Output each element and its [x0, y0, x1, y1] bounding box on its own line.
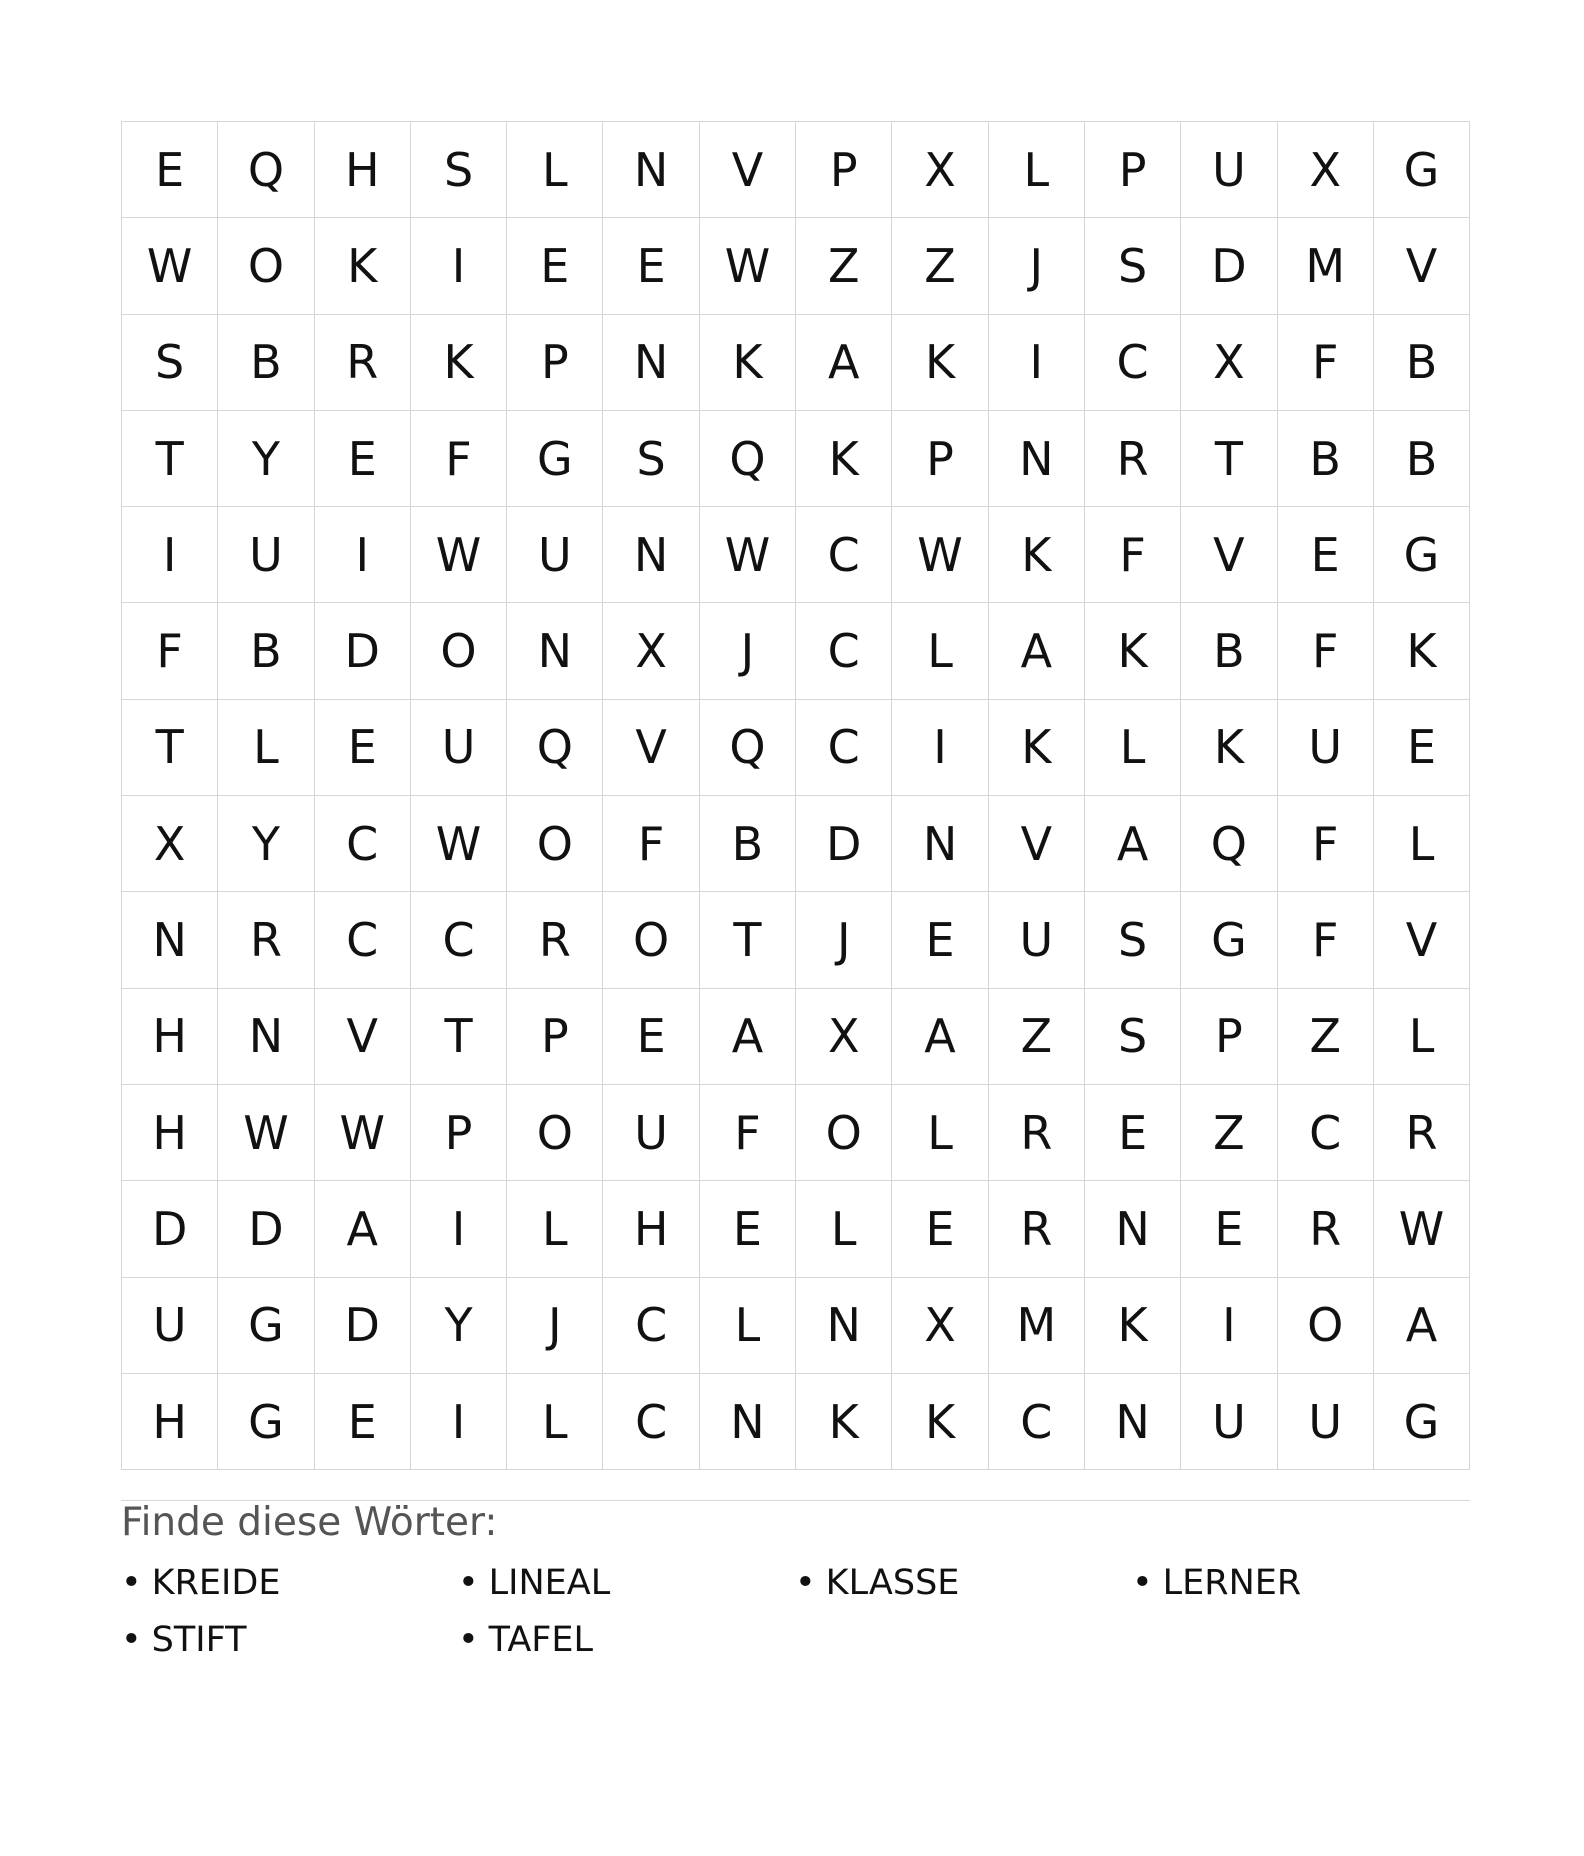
word-label: TAFEL — [488, 1620, 594, 1660]
grid-cell[interactable]: P — [507, 989, 603, 1085]
grid-cell[interactable]: N — [603, 315, 699, 411]
grid-cell[interactable]: I — [989, 315, 1085, 411]
grid-cell[interactable]: H — [122, 989, 218, 1085]
grid-cell[interactable]: B — [1374, 315, 1470, 411]
grid-cell[interactable]: R — [218, 892, 314, 988]
grid-cell[interactable]: Q — [700, 411, 796, 507]
grid-cell[interactable]: R — [315, 315, 411, 411]
grid-cell[interactable]: L — [507, 122, 603, 218]
grid-cell[interactable]: G — [1374, 122, 1470, 218]
grid-cell[interactable]: Q — [218, 122, 314, 218]
grid-cell[interactable]: K — [796, 1374, 892, 1470]
grid-cell[interactable]: J — [796, 892, 892, 988]
grid-cell[interactable]: L — [507, 1374, 603, 1470]
grid-cell[interactable]: N — [700, 1374, 796, 1470]
grid-cell[interactable]: N — [892, 796, 988, 892]
grid-cell[interactable]: B — [1181, 603, 1277, 699]
grid-cell[interactable]: W — [1374, 1181, 1470, 1277]
grid-cell[interactable]: L — [700, 1278, 796, 1374]
grid-cell[interactable]: B — [1278, 411, 1374, 507]
grid-cell[interactable]: M — [1278, 218, 1374, 314]
grid-cell[interactable]: U — [989, 892, 1085, 988]
grid-cell[interactable]: C — [1085, 315, 1181, 411]
grid-cell[interactable]: K — [892, 1374, 988, 1470]
grid-cell[interactable]: L — [218, 700, 314, 796]
grid-cell[interactable]: K — [411, 315, 507, 411]
grid-cell[interactable]: H — [122, 1085, 218, 1181]
grid-cell[interactable]: G — [1374, 507, 1470, 603]
word-label: KREIDE — [151, 1563, 281, 1603]
grid-cell[interactable]: H — [315, 122, 411, 218]
grid-cell[interactable]: X — [603, 603, 699, 699]
grid-cell[interactable]: S — [411, 122, 507, 218]
grid-cell[interactable]: B — [1374, 411, 1470, 507]
grid-cell[interactable]: A — [796, 315, 892, 411]
grid-cell[interactable]: F — [411, 411, 507, 507]
grid-cell[interactable]: D — [218, 1181, 314, 1277]
grid-cell[interactable]: X — [796, 989, 892, 1085]
grid-cell[interactable]: E — [1181, 1181, 1277, 1277]
grid-cell[interactable]: N — [507, 603, 603, 699]
grid-cell[interactable]: A — [1374, 1278, 1470, 1374]
grid-cell[interactable]: N — [603, 507, 699, 603]
grid-cell[interactable]: U — [218, 507, 314, 603]
grid-cell[interactable]: C — [315, 892, 411, 988]
grid-cell[interactable]: E — [603, 989, 699, 1085]
grid-cell[interactable]: S — [122, 315, 218, 411]
grid-cell[interactable]: I — [411, 1374, 507, 1470]
grid-cell[interactable]: U — [1181, 122, 1277, 218]
grid-cell[interactable]: J — [507, 1278, 603, 1374]
grid-cell[interactable]: O — [796, 1085, 892, 1181]
grid-cell[interactable]: O — [603, 892, 699, 988]
grid-cell[interactable]: O — [507, 796, 603, 892]
grid-cell[interactable]: N — [218, 989, 314, 1085]
grid-cell[interactable]: E — [315, 700, 411, 796]
grid-cell[interactable]: R — [989, 1085, 1085, 1181]
grid-cell[interactable]: Q — [507, 700, 603, 796]
grid-cell[interactable]: E — [892, 892, 988, 988]
word-list — [121, 1563, 1470, 1677]
bullet-icon: • — [458, 1620, 479, 1660]
grid-cell[interactable]: N — [122, 892, 218, 988]
grid-cell[interactable]: K — [989, 507, 1085, 603]
grid-cell[interactable]: P — [892, 411, 988, 507]
grid-cell[interactable]: Q — [700, 700, 796, 796]
grid-cell[interactable]: I — [315, 507, 411, 603]
grid-cell[interactable]: I — [892, 700, 988, 796]
grid-cell[interactable]: L — [796, 1181, 892, 1277]
bullet-icon: • — [121, 1563, 142, 1603]
grid-cell[interactable]: Z — [796, 218, 892, 314]
grid-cell[interactable]: E — [315, 411, 411, 507]
word-list-item — [121, 1563, 458, 1620]
grid-cell[interactable]: E — [1278, 507, 1374, 603]
grid-cell[interactable]: A — [892, 989, 988, 1085]
grid-cell[interactable]: K — [1374, 603, 1470, 699]
word-list-title: Finde diese Wörter: — [121, 1500, 498, 1545]
grid-cell[interactable]: C — [796, 603, 892, 699]
grid-cell[interactable]: P — [796, 122, 892, 218]
grid-cell[interactable]: U — [1278, 1374, 1374, 1470]
grid-cell[interactable]: O — [507, 1085, 603, 1181]
grid-cell[interactable]: B — [218, 603, 314, 699]
grid-cell[interactable]: D — [796, 796, 892, 892]
grid-cell[interactable]: Y — [218, 796, 314, 892]
grid-cell[interactable]: X — [892, 122, 988, 218]
grid-cell[interactable]: T — [122, 411, 218, 507]
grid-cell[interactable]: A — [1085, 796, 1181, 892]
grid-cell[interactable]: C — [796, 700, 892, 796]
word-label: LERNER — [1162, 1563, 1302, 1603]
grid-cell[interactable]: A — [315, 1181, 411, 1277]
grid-cell[interactable]: O — [1278, 1278, 1374, 1374]
grid-cell[interactable]: S — [1085, 218, 1181, 314]
grid-cell[interactable]: X — [122, 796, 218, 892]
grid-cell[interactable]: B — [700, 796, 796, 892]
bullet-icon: • — [1132, 1563, 1153, 1603]
grid-cell[interactable]: E — [700, 1181, 796, 1277]
grid-cell[interactable]: C — [411, 892, 507, 988]
grid-cell[interactable]: F — [603, 796, 699, 892]
grid-cell[interactable]: E — [1374, 700, 1470, 796]
grid-cell[interactable]: P — [1085, 122, 1181, 218]
grid-cell[interactable]: G — [1374, 1374, 1470, 1470]
grid-cell[interactable]: C — [603, 1374, 699, 1470]
grid-cell[interactable]: W — [315, 1085, 411, 1181]
grid-cell[interactable]: V — [315, 989, 411, 1085]
grid-cell[interactable]: K — [315, 218, 411, 314]
grid-cell[interactable]: V — [1374, 218, 1470, 314]
grid-cell[interactable]: E — [892, 1181, 988, 1277]
grid-cell[interactable]: W — [411, 507, 507, 603]
grid-cell[interactable]: L — [989, 122, 1085, 218]
word-list-item — [1132, 1563, 1469, 1620]
grid-cell[interactable]: Y — [218, 411, 314, 507]
grid-cell[interactable]: F — [1278, 603, 1374, 699]
grid-cell[interactable]: S — [1085, 989, 1181, 1085]
word-label: KLASSE — [825, 1563, 960, 1603]
grid-cell[interactable]: F — [1085, 507, 1181, 603]
grid-cell[interactable]: V — [989, 796, 1085, 892]
grid-cell[interactable]: X — [1278, 122, 1374, 218]
grid-cell[interactable]: M — [989, 1278, 1085, 1374]
grid-cell[interactable]: U — [1181, 1374, 1277, 1470]
grid-cell[interactable]: R — [507, 892, 603, 988]
grid-cell[interactable]: E — [315, 1374, 411, 1470]
grid-cell[interactable]: P — [411, 1085, 507, 1181]
grid-cell[interactable]: I — [411, 218, 507, 314]
grid-cell[interactable]: K — [892, 315, 988, 411]
grid-cell[interactable]: V — [1374, 892, 1470, 988]
grid-cell[interactable]: W — [892, 507, 988, 603]
word-search-puzzle — [121, 121, 1470, 1470]
grid-cell[interactable]: U — [122, 1278, 218, 1374]
grid-cell[interactable]: E — [603, 218, 699, 314]
grid-cell[interactable]: N — [989, 411, 1085, 507]
grid-cell[interactable]: G — [218, 1278, 314, 1374]
grid-cell[interactable]: D — [315, 1278, 411, 1374]
grid-cell[interactable]: T — [411, 989, 507, 1085]
grid-cell[interactable]: D — [122, 1181, 218, 1277]
grid-cell[interactable]: I — [1181, 1278, 1277, 1374]
grid-cell[interactable]: W — [218, 1085, 314, 1181]
grid-cell[interactable]: K — [1181, 700, 1277, 796]
grid-cell[interactable]: I — [122, 507, 218, 603]
grid-cell[interactable]: E — [122, 122, 218, 218]
grid-cell[interactable]: A — [989, 603, 1085, 699]
grid-cell[interactable]: H — [122, 1374, 218, 1470]
grid-cell[interactable]: A — [700, 989, 796, 1085]
grid-cell[interactable]: K — [1085, 1278, 1181, 1374]
grid-cell[interactable]: P — [507, 315, 603, 411]
grid-cell[interactable]: B — [218, 315, 314, 411]
word-list-item — [458, 1620, 795, 1677]
grid-cell[interactable]: T — [122, 700, 218, 796]
grid-cell[interactable]: W — [700, 507, 796, 603]
grid-cell[interactable]: R — [1085, 411, 1181, 507]
grid-cell[interactable]: U — [603, 1085, 699, 1181]
grid-cell[interactable]: S — [1085, 892, 1181, 988]
grid-cell[interactable]: F — [1278, 796, 1374, 892]
grid-cell[interactable]: W — [411, 796, 507, 892]
grid-cell[interactable]: T — [1181, 411, 1277, 507]
grid-cell[interactable]: W — [700, 218, 796, 314]
grid-cell[interactable]: V — [603, 700, 699, 796]
grid-cell[interactable]: K — [796, 411, 892, 507]
grid-cell[interactable]: Y — [411, 1278, 507, 1374]
grid-cell[interactable]: K — [989, 700, 1085, 796]
grid-cell[interactable]: Z — [989, 989, 1085, 1085]
grid-cell[interactable]: N — [1085, 1374, 1181, 1470]
word-list-item — [121, 1620, 458, 1677]
grid-cell[interactable]: G — [1181, 892, 1277, 988]
grid-cell[interactable]: N — [1085, 1181, 1181, 1277]
grid-cell[interactable]: O — [411, 603, 507, 699]
grid-cell[interactable]: C — [603, 1278, 699, 1374]
grid-cell[interactable]: E — [1085, 1085, 1181, 1181]
grid-cell[interactable]: X — [1181, 315, 1277, 411]
grid-cell[interactable]: V — [700, 122, 796, 218]
bullet-icon: • — [795, 1563, 816, 1603]
grid-cell[interactable]: U — [411, 700, 507, 796]
grid-cell[interactable]: G — [218, 1374, 314, 1470]
grid-cell[interactable]: L — [892, 1085, 988, 1181]
grid-cell[interactable]: J — [700, 603, 796, 699]
grid-cell[interactable]: X — [892, 1278, 988, 1374]
grid-cell[interactable]: Q — [1181, 796, 1277, 892]
grid-cell[interactable]: C — [989, 1374, 1085, 1470]
grid-cell[interactable]: S — [603, 411, 699, 507]
grid-cell[interactable]: R — [1374, 1085, 1470, 1181]
grid-cell[interactable]: H — [603, 1181, 699, 1277]
grid-cell[interactable]: V — [1181, 507, 1277, 603]
word-label: STIFT — [151, 1620, 247, 1660]
grid-cell[interactable]: Z — [1181, 1085, 1277, 1181]
grid-cell[interactable]: L — [1374, 796, 1470, 892]
grid-cell[interactable]: F — [700, 1085, 796, 1181]
grid-cell[interactable]: C — [315, 796, 411, 892]
grid-cell[interactable]: L — [1374, 989, 1470, 1085]
grid-cell[interactable]: W — [122, 218, 218, 314]
word-list-item — [795, 1563, 1132, 1620]
grid-cell[interactable]: L — [892, 603, 988, 699]
grid-cell[interactable]: C — [796, 507, 892, 603]
grid-cell[interactable]: R — [989, 1181, 1085, 1277]
bullet-icon: • — [121, 1620, 142, 1660]
word-label: LINEAL — [488, 1563, 611, 1603]
letter-grid — [121, 121, 1470, 1470]
grid-cell[interactable]: U — [1278, 700, 1374, 796]
grid-cell[interactable]: L — [1085, 700, 1181, 796]
grid-cell[interactable]: Z — [892, 218, 988, 314]
grid-cell[interactable]: P — [1181, 989, 1277, 1085]
grid-cell[interactable]: L — [507, 1181, 603, 1277]
grid-cell[interactable]: O — [218, 218, 314, 314]
grid-cell[interactable]: G — [507, 411, 603, 507]
grid-cell[interactable]: E — [507, 218, 603, 314]
grid-cell[interactable]: C — [1278, 1085, 1374, 1181]
grid-cell[interactable]: I — [411, 1181, 507, 1277]
grid-cell[interactable]: Z — [1278, 989, 1374, 1085]
grid-cell[interactable]: J — [989, 218, 1085, 314]
word-list-item — [458, 1563, 795, 1620]
bullet-icon: • — [458, 1563, 479, 1603]
grid-cell[interactable]: F — [1278, 892, 1374, 988]
grid-cell[interactable]: D — [315, 603, 411, 699]
grid-cell[interactable]: U — [507, 507, 603, 603]
grid-cell[interactable]: K — [1085, 603, 1181, 699]
grid-cell[interactable]: T — [700, 892, 796, 988]
grid-cell[interactable]: N — [796, 1278, 892, 1374]
grid-cell[interactable]: R — [1278, 1181, 1374, 1277]
grid-cell[interactable]: K — [700, 315, 796, 411]
grid-cell[interactable]: F — [122, 603, 218, 699]
grid-cell[interactable]: D — [1181, 218, 1277, 314]
grid-cell[interactable]: F — [1278, 315, 1374, 411]
grid-cell[interactable]: N — [603, 122, 699, 218]
